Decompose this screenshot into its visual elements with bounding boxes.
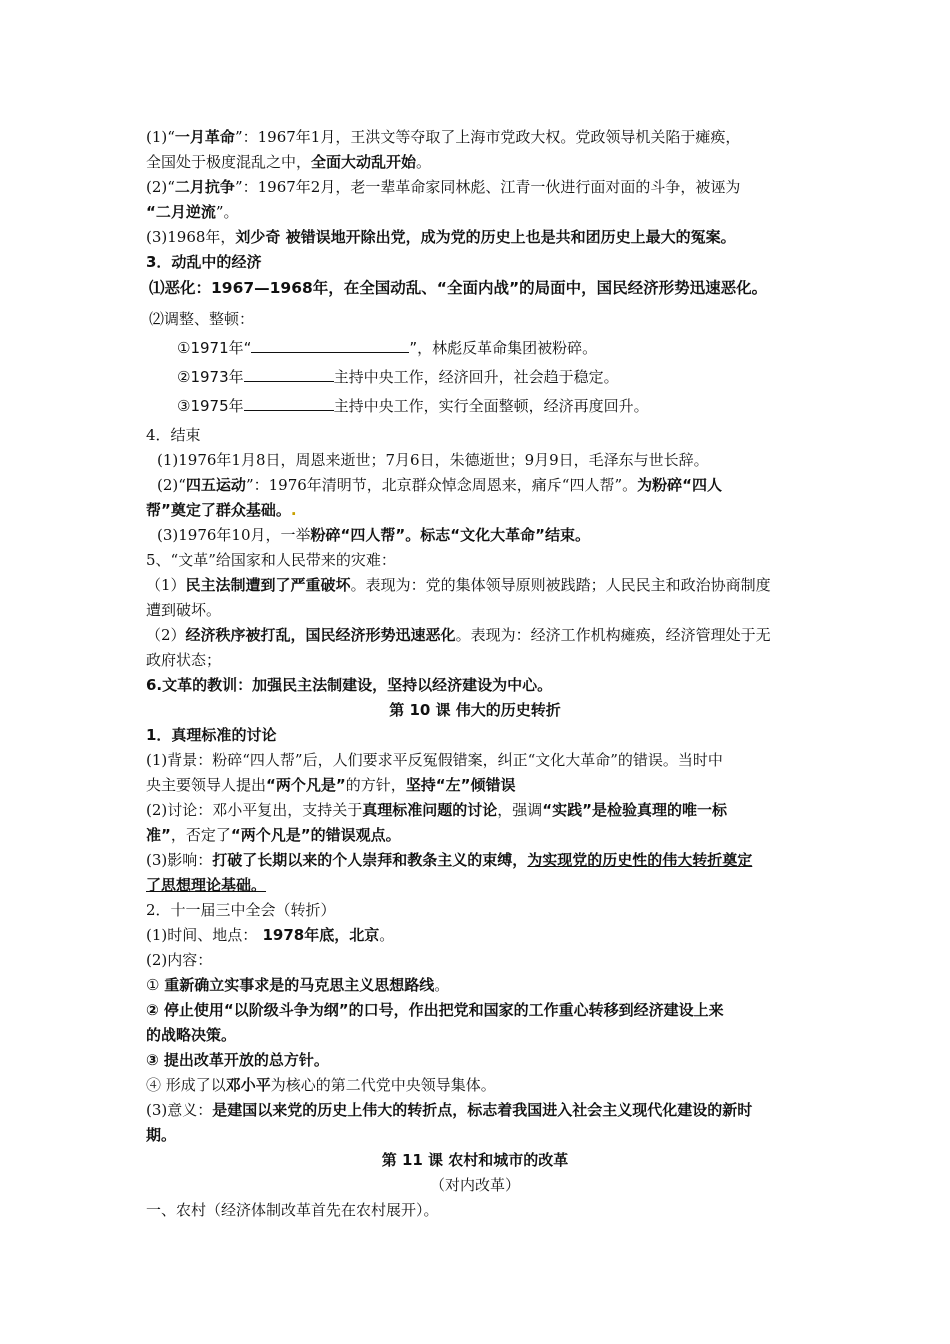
heading-third-plenum: 2．十一届三中全会（转折） bbox=[146, 901, 336, 919]
item-1973: ②1973年 主持中央工作，经济回升，社会趋于稳定。 bbox=[177, 368, 619, 386]
para-influence-cont: 了思想理论基础。 bbox=[146, 876, 267, 894]
para-1976-deaths: (1)1976年1月8日，周恩来逝世；7月6日，朱德逝世；9月9日，毛泽东与世长辞。 bbox=[157, 451, 709, 469]
item-work-focus: ② 停止使用“以阶级斗争为纲”的口号，作出把党和国家的工作重心转移到经济建设上来 bbox=[146, 1001, 724, 1019]
item-work-focus-cont: 的战略决策。 bbox=[146, 1026, 237, 1044]
para-discussion: (2)讨论：邓小平复出，支持关于真理标准问题的讨论，强调“实践”是检验真理的唯一标 bbox=[146, 801, 727, 819]
para-liu-shaoqi: (3)1968年，刘少奇 被错误地开除出党，成为党的历史上也是共和团历史上最大的冤案。 bbox=[146, 228, 736, 246]
para-economy-disrupted: （2）经济秩序被打乱，国民经济形势迅速恶化。表现为：经济工作机构瘫痪，经济管理处于无 bbox=[146, 626, 771, 644]
para-february-struggle: (2)“二月抗争”：1967年2月，老一辈革命家同林彪、江青一伙进行面对面的斗争，被诬为 bbox=[146, 178, 741, 196]
para-discussion-cont: 准”，否定了“两个凡是”的错误观点。 bbox=[146, 826, 401, 844]
para-lessons: 6.文革的教训：加强民主法制建设，坚持以经济建设为中心。 bbox=[146, 676, 553, 694]
item-1971: ①1971年“ ”，林彪反革命集团被粉碎。 bbox=[177, 339, 598, 357]
para-october-1976: (3)1976年10月，一举粉碎“四人帮”。标志“文化大革命”结束。 bbox=[157, 526, 590, 544]
para-background-cont: 央主要领导人提出“两个凡是”的方针，坚持“左”倾错误 bbox=[146, 776, 516, 794]
heading-countryside: 一、农村（经济体制改革首先在农村展开）。 bbox=[146, 1201, 439, 1219]
lesson-10-title: 第 10 课 伟大的历史转折 bbox=[389, 701, 561, 719]
item-ideological-line: ① 重新确立实事求是的马克思主义思想路线。 bbox=[146, 976, 450, 994]
para-content-label: (2)内容： bbox=[146, 951, 213, 969]
fill-blank-1973[interactable] bbox=[244, 366, 334, 382]
para-economy-disrupted-cont: 政府状态； bbox=[146, 651, 222, 669]
item-leadership: ④ 形成了以邓小平为核心的第二代党中央领导集体。 bbox=[146, 1076, 496, 1094]
fill-blank-1975[interactable] bbox=[244, 395, 334, 411]
fill-blank-1971[interactable] bbox=[251, 337, 409, 353]
para-democracy-damaged-cont: 遭到破坏。 bbox=[146, 601, 222, 619]
heading-truth-criterion: 1．真理标准的讨论 bbox=[146, 726, 277, 744]
para-significance-cont: 期。 bbox=[146, 1126, 177, 1144]
para-adjust-rectify: ⑵调整、整顿： bbox=[149, 310, 255, 328]
para-april-fifth: (2)“四五运动”：1976年清明节，北京群众悼念周恩来，痛斥“四人帮”。为粉碎“四人 bbox=[157, 476, 722, 494]
lesson-11-title: 第 11 课 农村和城市的改革 bbox=[381, 1151, 569, 1169]
heading-economy-in-turmoil: 3．动乱中的经济 bbox=[146, 253, 262, 271]
para-time-place: (1)时间、地点： 1978年底，北京。 bbox=[146, 926, 395, 944]
para-significance: (3)意义：是建国以来党的历史上伟大的转折点，标志着我国进入社会主义现代化建设的新时 bbox=[146, 1101, 753, 1119]
para-influence: (3)影响：打破了长期以来的个人崇拜和教条主义的束缚，为实现党的历史性的伟大转折奠定 bbox=[146, 851, 753, 869]
para-april-fifth-cont: 帮”奠定了群众基础。. bbox=[146, 501, 297, 519]
para-deterioration: ⑴恶化：1967—1968年，在全国动乱、“全面内战”的局面中，国民经济形势迅速恶化。 bbox=[149, 279, 768, 297]
para-january-revolution-cont: 全国处于极度混乱之中，全面大动乱开始。 bbox=[146, 153, 432, 171]
para-democracy-damaged: （1）民主法制遭到了严重破坏。表现为：党的集体领导原则被践踏；人民民主和政治协商制度 bbox=[146, 576, 771, 594]
lesson-11-subtitle: （对内改革） bbox=[429, 1176, 520, 1194]
item-1975: ③1975年 主持中央工作，实行全面整顿，经济再度回升。 bbox=[177, 397, 649, 415]
para-background: (1)背景：粉碎“四人帮”后，人们要求平反冤假错案，纠正“文化大革命”的错误。当时中 bbox=[146, 751, 723, 769]
para-february-struggle-cont: “二月逆流”。 bbox=[146, 203, 239, 221]
para-january-revolution: (1)“一月革命”：1967年1月，王洪文等夺取了上海市党政大权。党政领导机关陷于瘫痪， bbox=[146, 128, 741, 146]
heading-end: 4．结束 bbox=[146, 426, 201, 444]
item-reform-opening: ③ 提出改革开放的总方针。 bbox=[146, 1051, 329, 1069]
heading-disaster: 5、“文革”给国家和人民带来的灾难： bbox=[146, 551, 396, 569]
